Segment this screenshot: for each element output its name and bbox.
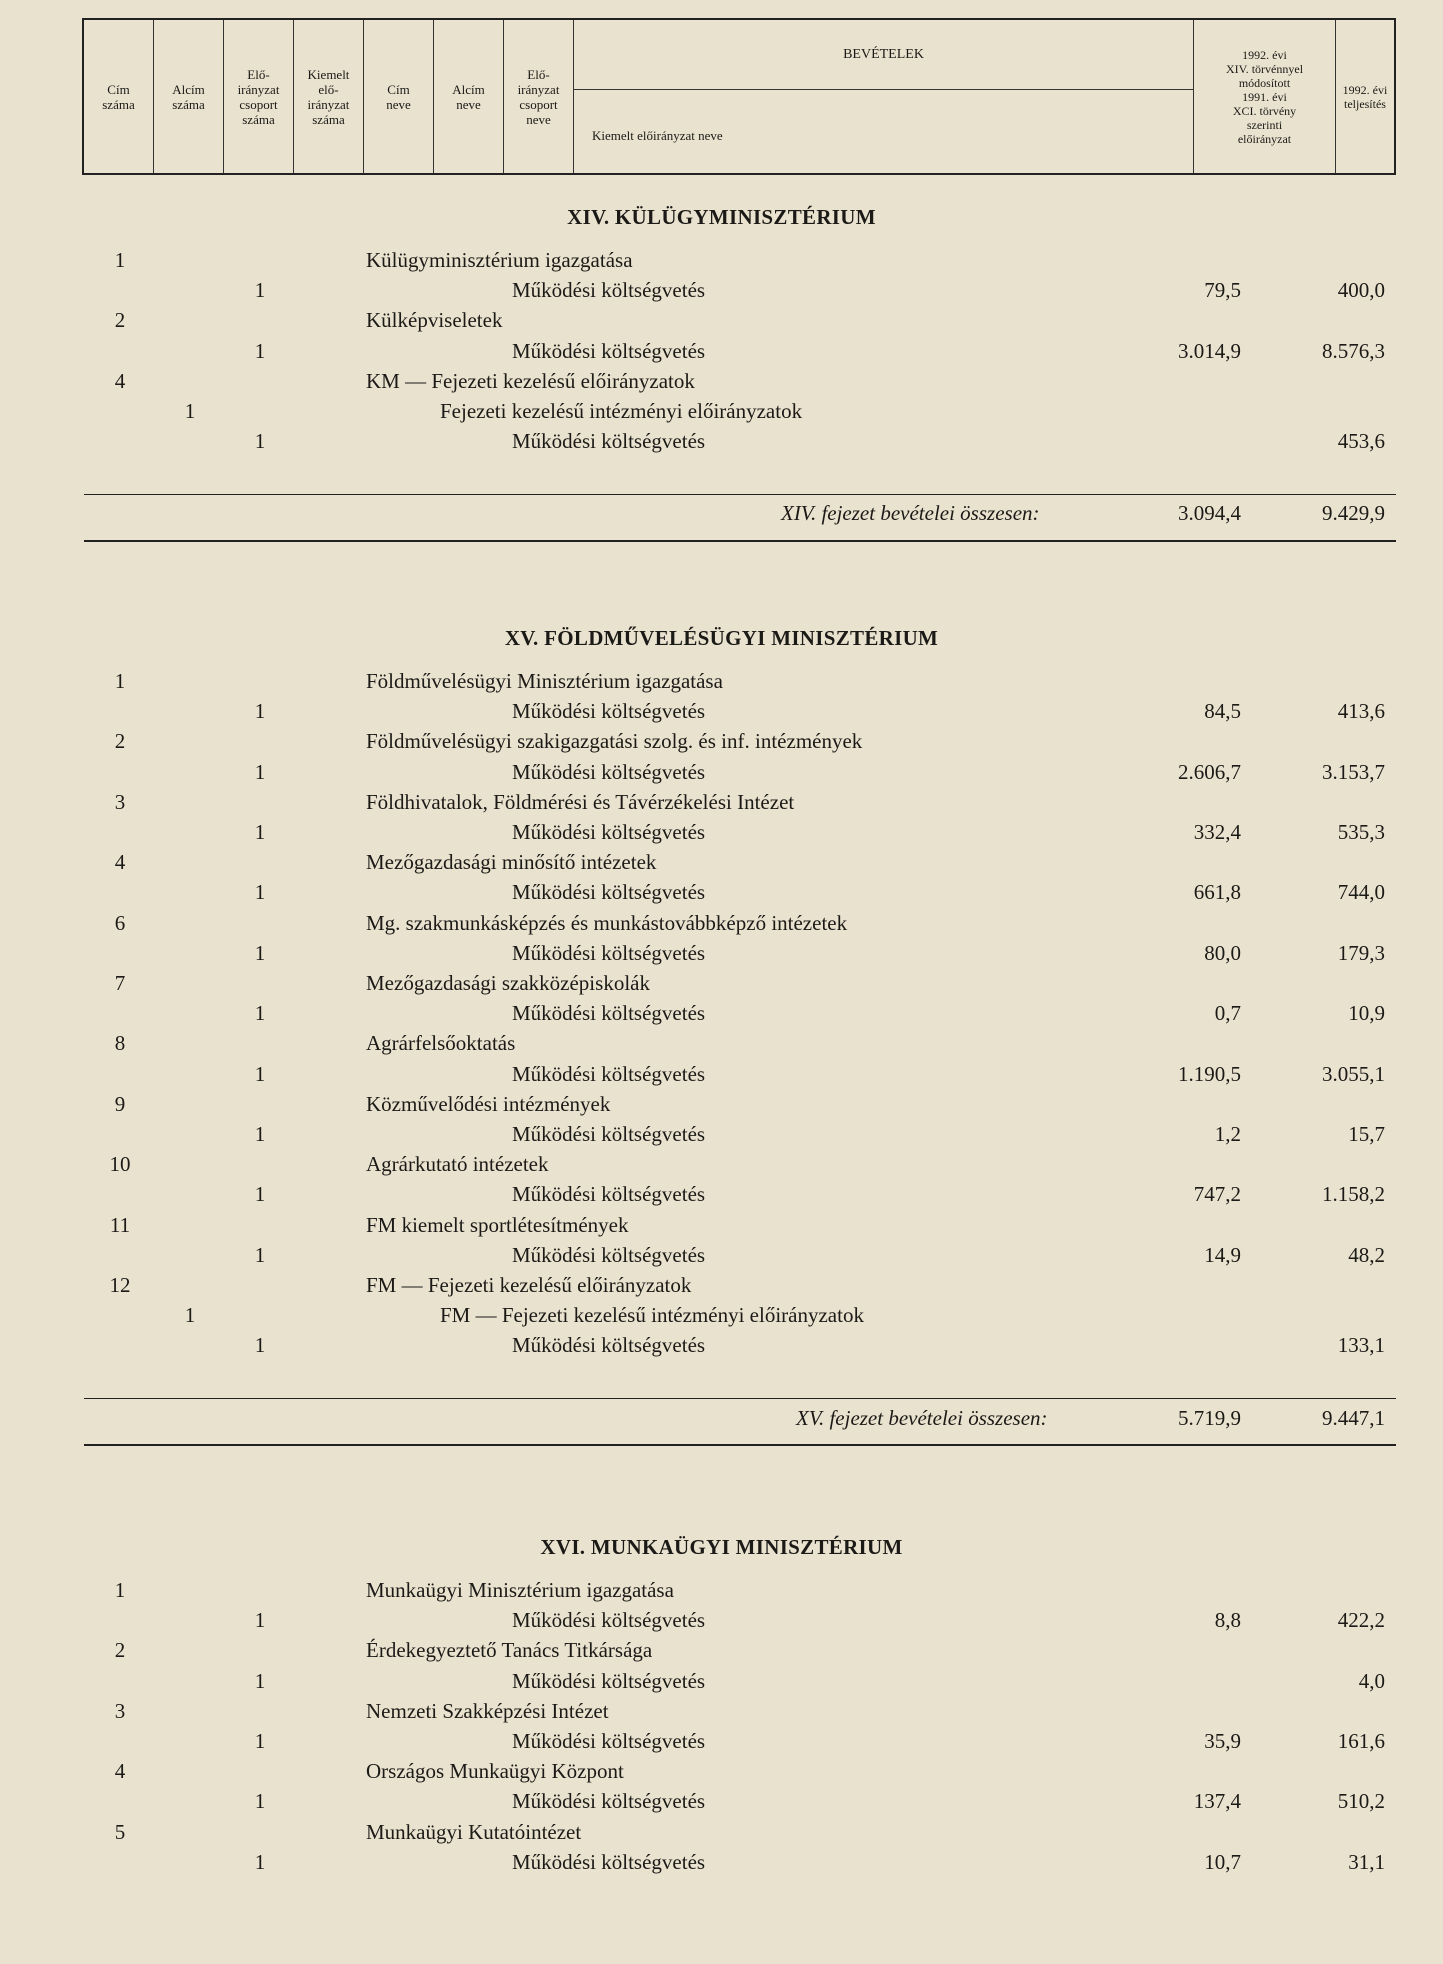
row-name: Működési költségvetés (512, 338, 706, 363)
eloiranyzat-csoport-szama: 1 (254, 1729, 266, 1753)
row-name: Működési költségvetés (512, 1242, 706, 1267)
teljesites-value: 744,0 (1337, 880, 1385, 905)
teljesites-value: 400,0 (1337, 278, 1385, 303)
eloiranyzat-value: 14,9 (1204, 1242, 1241, 1267)
cim-szama: 6 (114, 910, 126, 935)
table-row (0, 366, 1443, 396)
row-name: Földművelésügyi Minisztérium igazgatása (366, 669, 723, 693)
alcim-szama: 1 (184, 399, 196, 423)
teljesites-value: 422,2 (1337, 1608, 1385, 1633)
header-alcim-szama: Alcím száma (154, 20, 224, 173)
teljesites-value: 535,3 (1337, 820, 1385, 844)
table-row (0, 1300, 1443, 1330)
row-name: Munkaügyi Minisztérium igazgatása (366, 1578, 674, 1602)
header-bevetelek-group (574, 20, 1194, 173)
teljesites-value: 179,3 (1337, 940, 1385, 965)
table-row (0, 726, 1443, 756)
cim-szama: 3 (114, 1698, 126, 1723)
row-name: Közművelődési intézmények (366, 1091, 611, 1116)
table-row (0, 847, 1443, 877)
row-name: Működési költségvetés (512, 1849, 706, 1874)
row-name: Működési költségvetés (512, 759, 706, 784)
total-teljesites-value: 9.447,1 (1322, 1406, 1385, 1430)
eloiranyzat-value: 3.014,9 (1178, 338, 1241, 363)
table-row (0, 968, 1443, 998)
eloiranyzat-value: 332,4 (1193, 820, 1241, 844)
row-name: Működési költségvetés (512, 1608, 706, 1633)
row-name: Földművelésügyi szakigazgatási szolg. és inf. intézmények (366, 729, 863, 754)
teljesites-value: 48,2 (1348, 1242, 1385, 1267)
table-row (0, 1089, 1443, 1119)
table-row (0, 908, 1443, 938)
total-teljesites-value: 9.429,9 (1322, 501, 1385, 525)
eloiranyzat-csoport-szama: 1 (254, 1333, 266, 1358)
table-row (0, 1575, 1443, 1605)
cim-szama: 1 (114, 669, 126, 693)
cim-szama: 1 (114, 1578, 126, 1602)
eloiranyzat-csoport-szama: 1 (254, 1122, 266, 1146)
table-row (0, 336, 1443, 366)
teljesites-value: 510,2 (1337, 1789, 1385, 1814)
row-name: Agrárfelsőoktatás (366, 1031, 516, 1056)
cim-szama: 4 (114, 1759, 126, 1784)
table-row (0, 1240, 1443, 1270)
row-name: Működési költségvetés (512, 880, 706, 905)
eloiranyzat-value: 79,5 (1204, 278, 1241, 303)
cim-szama: 5 (114, 1819, 126, 1844)
row-name: KM — Fejezeti kezelésű előirányzatok (366, 368, 695, 393)
eloiranyzat-value: 137,4 (1193, 1789, 1241, 1814)
table-row (0, 1696, 1443, 1726)
total-eloiranyzat-value: 5.719,9 (1178, 1406, 1241, 1430)
table-row (0, 1119, 1443, 1149)
cim-szama: 12 (109, 1273, 131, 1297)
section-title: XIV. KÜLÜGYMINISZTÉRIUM (567, 205, 876, 229)
eloiranyzat-csoport-szama: 1 (254, 338, 266, 363)
row-name: Külügyminisztérium igazgatása (366, 248, 633, 272)
table-row (0, 1059, 1443, 1089)
table-row (0, 1756, 1443, 1786)
table-row (0, 1330, 1443, 1360)
row-name: Működési költségvetés (512, 1061, 706, 1086)
row-name: Mezőgazdasági minősítő intézetek (366, 850, 657, 875)
header-cim-neve: Cím neve (364, 20, 434, 173)
eloiranyzat-value: 10,7 (1204, 1849, 1241, 1874)
total-row (0, 1403, 1443, 1433)
total-top-rule (84, 1398, 1396, 1399)
header-kiemelt-eloiranyzat-neve: Kiemelt előirányzat neve (592, 128, 723, 143)
row-name: Országos Munkaügyi Központ (366, 1759, 624, 1784)
row-name: Működési költségvetés (512, 1789, 706, 1814)
table-row (0, 305, 1443, 335)
teljesites-value: 1.158,2 (1322, 1182, 1385, 1207)
eloiranyzat-value: 1,2 (1214, 1122, 1241, 1146)
teljesites-value: 10,9 (1348, 1001, 1385, 1026)
table-row (0, 696, 1443, 726)
cim-szama: 8 (114, 1031, 126, 1056)
eloiranyzat-csoport-szama: 1 (254, 1789, 266, 1814)
row-name: Földhivatalok, Földmérési és Távérzékelési Intézet (366, 789, 795, 814)
eloiranyzat-csoport-szama: 1 (254, 1182, 266, 1207)
row-name: Működési költségvetés (512, 1729, 706, 1753)
total-bottom-rule (84, 1444, 1396, 1446)
table-row (0, 1847, 1443, 1877)
cim-szama: 1 (114, 248, 126, 272)
eloiranyzat-csoport-szama: 1 (254, 699, 266, 724)
eloiranyzat-csoport-szama: 1 (254, 1061, 266, 1086)
header-alcim-neve: Alcím neve (434, 20, 504, 173)
header-cim-szama: Cím száma (84, 20, 154, 173)
row-name: Működési költségvetés (512, 1182, 706, 1207)
cim-szama: 2 (114, 729, 126, 754)
eloiranyzat-value: 84,5 (1204, 699, 1241, 724)
row-name: Agrárkutató intézetek (366, 1152, 549, 1177)
table-row (0, 426, 1443, 456)
row-name: Működési költségvetés (512, 429, 706, 454)
row-name: Fejezeti kezelésű intézményi előirányzatok (440, 399, 803, 423)
header-bevetelek: BEVÉTELEK (574, 20, 1193, 90)
eloiranyzat-value: 747,2 (1193, 1182, 1241, 1207)
table-row (0, 877, 1443, 907)
row-name: Működési költségvetés (512, 1668, 706, 1693)
cim-szama: 9 (114, 1091, 126, 1116)
header-eloiranyzat-csoport-neve: Elő- irányzat csoport neve (504, 20, 574, 173)
table-row (0, 817, 1443, 847)
eloiranyzat-value: 661,8 (1193, 880, 1241, 905)
eloiranyzat-value: 35,9 (1204, 1729, 1241, 1753)
teljesites-value: 453,6 (1337, 429, 1385, 454)
teljesites-value: 15,7 (1348, 1122, 1385, 1146)
cim-szama: 11 (109, 1212, 131, 1237)
eloiranyzat-csoport-szama: 1 (254, 880, 266, 905)
header-eloiranyzat-csoport-szama: Elő- irányzat csoport száma (224, 20, 294, 173)
total-top-rule (84, 494, 1396, 495)
row-name: Működési költségvetés (512, 940, 706, 965)
table-row (0, 998, 1443, 1028)
table-row (0, 1270, 1443, 1300)
teljesites-value: 161,6 (1337, 1729, 1385, 1753)
row-name: Működési költségvetés (512, 1333, 706, 1358)
row-name: Érdekegyeztető Tanács Titkársága (366, 1638, 653, 1663)
table-header (82, 18, 1396, 175)
row-name: Működési költségvetés (512, 1122, 706, 1146)
eloiranyzat-csoport-szama: 1 (254, 1849, 266, 1874)
cim-szama: 2 (114, 308, 126, 333)
row-name: Működési költségvetés (512, 1001, 706, 1026)
teljesites-value: 31,1 (1348, 1849, 1385, 1874)
table-row (0, 938, 1443, 968)
cim-szama: 4 (114, 850, 126, 875)
total-eloiranyzat-value: 3.094,4 (1178, 501, 1241, 525)
eloiranyzat-csoport-szama: 1 (254, 429, 266, 454)
cim-szama: 4 (114, 368, 126, 393)
header-modositott-eloiranyzat: 1992. évi XIV. törvénnyel módosított 1991. évi XCI. törvény szerinti előirányzat (1194, 20, 1336, 173)
row-name: FM — Fejezeti kezelésű intézményi előirányzatok (440, 1303, 864, 1328)
table-row (0, 1817, 1443, 1847)
row-name: Nemzeti Szakképzési Intézet (366, 1698, 609, 1723)
row-name: Mg. szakmunkásképzés és munkástovábbképző intézetek (366, 910, 848, 935)
header-teljesites: 1992. évi teljesítés (1342, 82, 1388, 111)
eloiranyzat-csoport-szama: 1 (254, 1001, 266, 1026)
total-bottom-rule (84, 540, 1396, 542)
eloiranyzat-value: 80,0 (1204, 940, 1241, 965)
table-row (0, 757, 1443, 787)
eloiranyzat-csoport-szama: 1 (254, 1608, 266, 1633)
table-row (0, 1179, 1443, 1209)
table-row (0, 275, 1443, 305)
teljesites-value: 8.576,3 (1322, 338, 1385, 363)
total-label: XV. fejezet bevételei összesen: (796, 1406, 1048, 1430)
eloiranyzat-csoport-szama: 1 (254, 820, 266, 844)
table-row (0, 666, 1443, 696)
cim-szama: 10 (109, 1152, 131, 1177)
eloiranyzat-csoport-szama: 1 (254, 1242, 266, 1267)
eloiranyzat-csoport-szama: 1 (254, 940, 266, 965)
teljesites-value: 4,0 (1358, 1668, 1385, 1693)
cim-szama: 2 (114, 1638, 126, 1663)
cim-szama: 3 (114, 789, 126, 814)
table-row (0, 1786, 1443, 1816)
row-name: Munkaügyi Kutatóintézet (366, 1819, 582, 1844)
table-row (0, 1635, 1443, 1665)
teljesites-value: 3.055,1 (1322, 1061, 1385, 1086)
table-row (0, 245, 1443, 275)
total-row (0, 498, 1443, 528)
eloiranyzat-csoport-szama: 1 (254, 759, 266, 784)
eloiranyzat-value: 8,8 (1214, 1608, 1241, 1633)
teljesites-value: 3.153,7 (1322, 759, 1385, 784)
row-name: Működési költségvetés (512, 820, 706, 844)
total-label: XIV. fejezet bevételei összesen: (781, 501, 1040, 525)
section-title: XVI. MUNKAÜGYI MINISZTÉRIUM (540, 1535, 903, 1559)
teljesites-value: 133,1 (1337, 1333, 1385, 1358)
eloiranyzat-csoport-szama: 1 (254, 278, 266, 303)
section-title: XV. FÖLDMŰVELÉSÜGYI MINISZTÉRIUM (504, 626, 939, 650)
eloiranyzat-value: 1.190,5 (1178, 1061, 1241, 1086)
cim-szama: 7 (114, 971, 126, 995)
eloiranyzat-csoport-szama: 1 (254, 1668, 266, 1693)
table-row (0, 1726, 1443, 1756)
table-row (0, 1605, 1443, 1635)
table-row (0, 1666, 1443, 1696)
table-row (0, 1210, 1443, 1240)
row-name: FM — Fejezeti kezelésű előirányzatok (366, 1273, 692, 1297)
eloiranyzat-value: 0,7 (1214, 1001, 1241, 1026)
table-row (0, 787, 1443, 817)
row-name: FM kiemelt sportlétesítmények (366, 1212, 629, 1237)
row-name: Külképviseletek (366, 308, 503, 333)
teljesites-value: 413,6 (1337, 699, 1385, 724)
row-name: Mezőgazdasági szakközépiskolák (366, 971, 650, 995)
header-kiemelt-eloiranyzat-szama: Kiemelt elő- irányzat száma (294, 20, 364, 173)
table-row (0, 1028, 1443, 1058)
row-name: Működési költségvetés (512, 278, 706, 303)
row-name: Működési költségvetés (512, 699, 706, 724)
eloiranyzat-value: 2.606,7 (1178, 759, 1241, 784)
alcim-szama: 1 (184, 1303, 196, 1328)
table-row (0, 1149, 1443, 1179)
table-row (0, 396, 1443, 426)
